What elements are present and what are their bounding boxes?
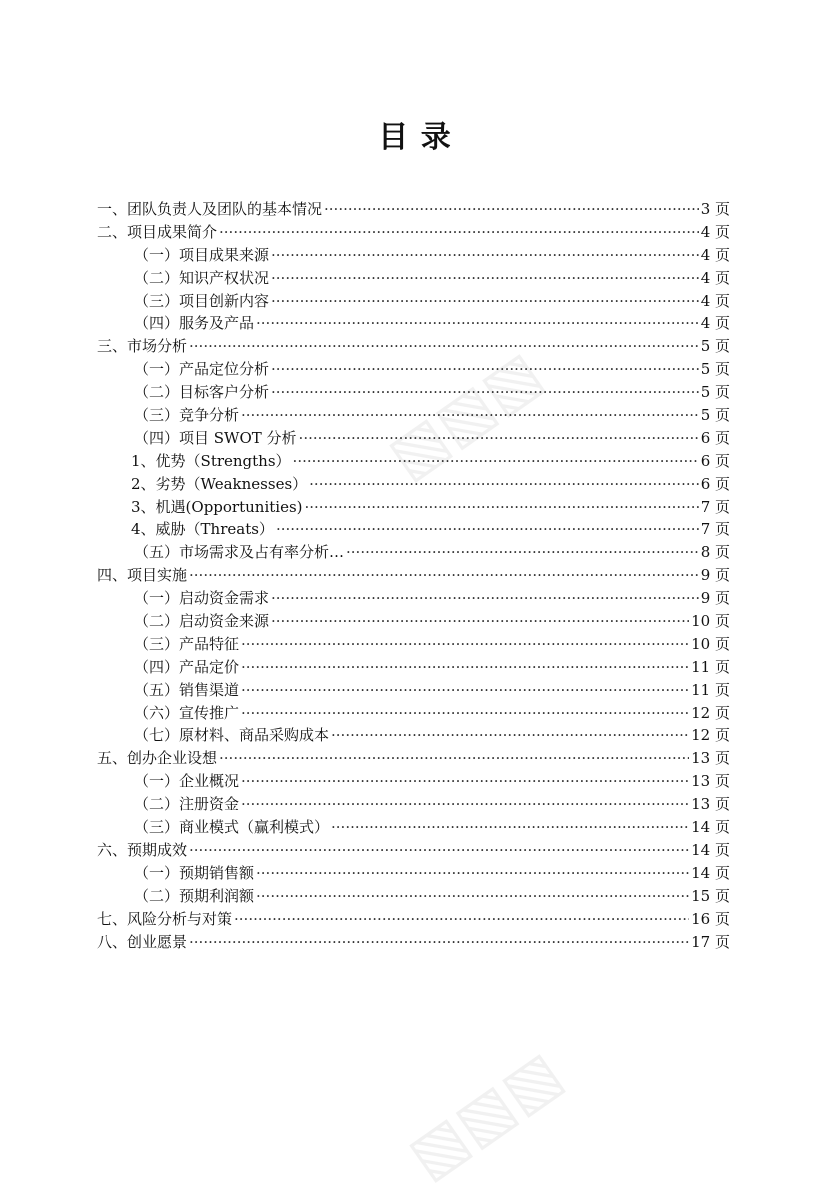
toc-entry-label: （四）项目 SWOT 分析 xyxy=(134,428,297,447)
toc-entry[interactable] xyxy=(97,244,730,267)
dot-leader xyxy=(271,610,689,633)
toc-entry[interactable] xyxy=(97,221,730,244)
toc-entry[interactable] xyxy=(97,839,730,862)
dot-leader xyxy=(276,518,699,541)
toc-entry-page: 11 页 xyxy=(691,657,730,676)
dot-leader xyxy=(271,244,699,267)
toc-entry-label: （一）预期销售额 xyxy=(134,863,255,882)
dot-leader xyxy=(346,541,699,564)
toc-entry-label: （一）项目成果来源 xyxy=(134,245,270,264)
toc-entry-label: 一、团队负责人及团队的基本情况 xyxy=(97,200,323,218)
toc-entry-page: 14 页 xyxy=(691,863,730,882)
toc-entry-label: 3、机遇(Opportunities) xyxy=(131,497,303,516)
toc-entry-page: 5 页 xyxy=(700,337,730,356)
toc-entry[interactable] xyxy=(97,358,730,381)
toc-entry-page: 6 页 xyxy=(700,428,730,447)
toc-entry[interactable] xyxy=(97,770,730,793)
dot-leader xyxy=(219,221,699,244)
toc-entry-label: 五、创办企业设想 xyxy=(97,749,218,768)
toc-entry[interactable] xyxy=(97,610,730,633)
toc-entry[interactable] xyxy=(97,816,730,839)
toc-entry-label: 2、劣势（Weaknesses） xyxy=(131,474,308,493)
toc-entry-page: 5 页 xyxy=(700,360,730,379)
toc-entry-label: 1、优势（Strengths） xyxy=(131,451,291,470)
toc-entry-label: （四）产品定价 xyxy=(134,657,240,676)
dot-leader xyxy=(305,496,699,519)
toc-entry-page: 4 页 xyxy=(700,245,730,264)
toc-entry[interactable] xyxy=(97,427,730,450)
toc-entry-label: （二）目标客户分析 xyxy=(134,383,270,402)
toc-entry[interactable] xyxy=(97,724,730,747)
toc-entry-page: 14 页 xyxy=(691,818,730,837)
dot-leader xyxy=(241,770,689,793)
toc-entry-label: （六）宣传推广 xyxy=(134,703,240,722)
dot-leader xyxy=(271,358,699,381)
toc-entry[interactable] xyxy=(97,564,730,587)
toc-entry-page: 4 页 xyxy=(700,268,730,287)
toc-entry-label: （四）服务及产品 xyxy=(134,314,255,333)
dot-leader xyxy=(324,198,699,221)
toc-entry-label: （三）竞争分析 xyxy=(134,406,240,425)
toc-entry-label: （二）注册资金 xyxy=(134,795,240,814)
toc-entry-page: 10 页 xyxy=(691,612,730,631)
toc-entry-page: 4 页 xyxy=(700,222,730,241)
toc-entry-page: 6 页 xyxy=(700,451,730,470)
toc-entry[interactable] xyxy=(97,656,730,679)
dot-leader xyxy=(189,335,699,358)
toc-entry-page: 7 页 xyxy=(700,520,730,539)
toc-entry-page: 12 页 xyxy=(691,726,730,745)
toc-entry-label: （三）产品特征 xyxy=(134,634,240,653)
toc-entry-page: 17 页 xyxy=(691,932,730,951)
dot-leader xyxy=(189,564,699,587)
toc-entry-page: 11 页 xyxy=(691,680,730,699)
dot-leader xyxy=(309,473,699,496)
toc-entry-label: （三）商业模式（赢利模式） xyxy=(134,818,330,837)
table-of-contents xyxy=(97,198,730,953)
dot-leader xyxy=(271,267,699,290)
toc-entry-label: 四、项目实施 xyxy=(97,566,188,585)
toc-entry-label: 三、市场分析 xyxy=(97,337,188,356)
toc-entry-label: （七）原材料、商品采购成本 xyxy=(134,726,330,745)
toc-entry[interactable] xyxy=(97,267,730,290)
toc-entry-label: 4、威胁（Threats） xyxy=(131,520,274,539)
toc-entry-label: （一）企业概况 xyxy=(134,772,240,791)
dot-leader xyxy=(241,793,689,816)
toc-entry[interactable] xyxy=(97,633,730,656)
toc-entry-label: （二）启动资金来源 xyxy=(134,612,270,631)
dot-leader xyxy=(331,724,689,747)
toc-entry-page: 7 页 xyxy=(700,497,730,516)
dot-leader xyxy=(241,702,689,725)
toc-entry-label: （二）知识产权状况 xyxy=(134,268,270,287)
dot-leader xyxy=(241,404,699,427)
toc-entry-page: 3 页 xyxy=(700,200,730,218)
toc-entry-label: （二）预期利润额 xyxy=(134,886,255,905)
dot-leader xyxy=(256,862,689,885)
dot-leader xyxy=(256,312,699,335)
toc-entry-page: 4 页 xyxy=(700,314,730,333)
toc-entry[interactable] xyxy=(97,198,730,221)
toc-entry-label: 六、预期成效 xyxy=(97,840,188,859)
toc-entry-page: 9 页 xyxy=(700,566,730,585)
toc-entry-label: 二、项目成果简介 xyxy=(97,222,218,241)
dot-leader xyxy=(241,633,689,656)
toc-entry-page: 10 页 xyxy=(691,634,730,653)
dot-leader xyxy=(189,931,689,954)
dot-leader xyxy=(271,587,699,610)
dot-leader xyxy=(241,656,689,679)
toc-entry[interactable] xyxy=(97,312,730,335)
dot-leader xyxy=(271,381,699,404)
dot-leader xyxy=(256,885,689,908)
dot-leader xyxy=(293,450,699,473)
toc-entry[interactable] xyxy=(97,381,730,404)
watermark: ▧▧▧ xyxy=(395,1037,575,1192)
dot-leader xyxy=(189,839,689,862)
toc-title: 目 录 xyxy=(378,120,452,155)
toc-entry[interactable] xyxy=(97,473,730,496)
toc-entry[interactable] xyxy=(97,702,730,725)
toc-entry-page: 5 页 xyxy=(700,406,730,425)
toc-entry-label: （一）启动资金需求 xyxy=(134,589,270,608)
toc-entry-page: 4 页 xyxy=(700,291,730,310)
toc-entry-label: （三）项目创新内容 xyxy=(134,291,270,310)
toc-entry-page: 14 页 xyxy=(691,840,730,859)
toc-entry-page: 5 页 xyxy=(700,383,730,402)
toc-entry[interactable] xyxy=(97,541,730,564)
toc-entry-label: （五）销售渠道 xyxy=(134,680,240,699)
dot-leader xyxy=(271,290,699,313)
toc-entry-page: 9 页 xyxy=(700,589,730,608)
toc-entry[interactable] xyxy=(97,587,730,610)
toc-entry[interactable] xyxy=(97,335,730,358)
toc-entry[interactable] xyxy=(97,793,730,816)
toc-entry[interactable] xyxy=(97,679,730,702)
toc-entry[interactable] xyxy=(97,931,730,954)
toc-entry-label: （五）市场需求及占有率分析… xyxy=(134,543,345,562)
dot-leader xyxy=(234,908,689,931)
toc-entry[interactable] xyxy=(97,862,730,885)
toc-entry-label: 七、风险分析与对策 xyxy=(97,909,233,928)
toc-entry[interactable] xyxy=(97,404,730,427)
toc-entry-page: 6 页 xyxy=(700,474,730,493)
toc-entry-page: 13 页 xyxy=(691,749,730,768)
toc-entry-page: 12 页 xyxy=(691,703,730,722)
toc-entry-page: 13 页 xyxy=(691,772,730,791)
toc-entry[interactable] xyxy=(97,290,730,313)
toc-entry-page: 16 页 xyxy=(691,909,730,928)
toc-entry[interactable] xyxy=(97,518,730,541)
dot-leader xyxy=(219,747,689,770)
toc-entry[interactable] xyxy=(97,450,730,473)
toc-entry-page: 13 页 xyxy=(691,795,730,814)
toc-entry[interactable] xyxy=(97,496,730,519)
toc-entry[interactable] xyxy=(97,908,730,931)
toc-entry[interactable] xyxy=(97,885,730,908)
dot-leader xyxy=(241,679,689,702)
toc-entry-label: （一）产品定位分析 xyxy=(134,360,270,379)
watermark: ▧▧▧ xyxy=(375,337,555,493)
toc-entry-label: 八、创业愿景 xyxy=(97,932,188,951)
toc-entry-page: 8 页 xyxy=(700,543,730,562)
toc-entry-page: 15 页 xyxy=(691,886,730,905)
dot-leader xyxy=(299,427,699,450)
dot-leader xyxy=(331,816,689,839)
toc-entry[interactable] xyxy=(97,747,730,770)
